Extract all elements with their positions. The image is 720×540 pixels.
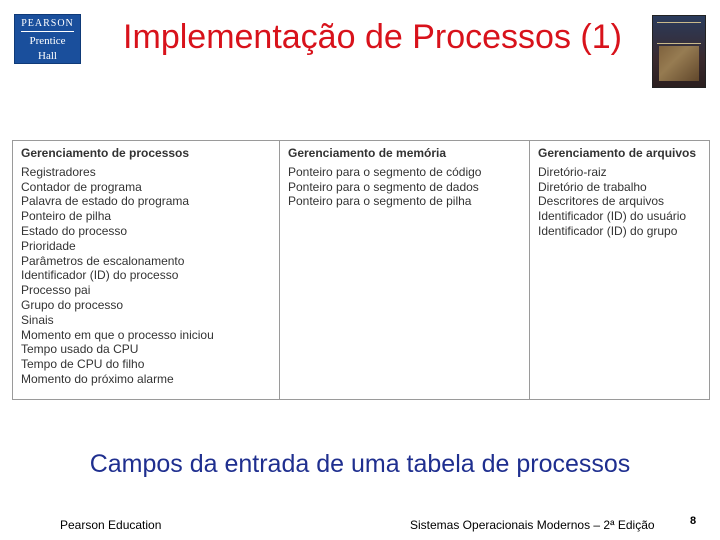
table-item: Tempo de CPU do filho xyxy=(21,357,145,372)
column-items xyxy=(288,165,529,209)
table-item: Parâmetros de escalonamento xyxy=(21,253,185,268)
table-item: Ponteiro de pilha xyxy=(21,209,112,224)
logo-line-1: Prentice xyxy=(29,35,66,47)
table-caption: Campos da entrada de uma tabela de processos xyxy=(89,450,631,478)
column-items xyxy=(21,165,279,387)
table-item: Momento em que o processo iniciou xyxy=(21,327,214,342)
pearson-prentice-hall-logo xyxy=(14,14,81,64)
column-items xyxy=(538,165,709,239)
table-item: Prioridade xyxy=(21,238,76,253)
logo-brand: PEARSON xyxy=(21,18,74,32)
table-item: Ponteiro para o segmento de pilha xyxy=(288,194,472,209)
book-cover-title-band xyxy=(657,22,701,44)
process-table xyxy=(12,140,710,400)
table-item: Registradores xyxy=(21,164,96,179)
table-item: Diretório de trabalho xyxy=(538,179,647,194)
table-item: Grupo do processo xyxy=(21,297,124,312)
table-item: Diretório-raiz xyxy=(538,164,607,179)
column-heading: Gerenciamento de memória xyxy=(288,146,447,160)
slide-title: Implementação de Processos (1) xyxy=(123,18,622,56)
table-item: Estado do processo xyxy=(21,223,128,238)
column-heading: Gerenciamento de arquivos xyxy=(538,146,697,160)
table-item: Tempo usado da CPU xyxy=(21,342,139,357)
table-item: Contador de programa xyxy=(21,179,142,194)
footer-publisher: Pearson Education xyxy=(60,518,162,532)
footer-book-title: Sistemas Operacionais Modernos – 2ª Edição xyxy=(410,518,655,532)
table-item: Identificador (ID) do grupo xyxy=(538,223,678,238)
column-file-management xyxy=(529,141,709,399)
table-item: Identificador (ID) do processo xyxy=(21,268,179,283)
table-item: Sinais xyxy=(21,312,54,327)
table-item: Descritores de arquivos xyxy=(538,194,665,209)
column-memory-management xyxy=(279,141,529,399)
page-number: 8 xyxy=(690,515,697,527)
table-item: Processo pai xyxy=(21,283,91,298)
logo-line-2: Hall xyxy=(38,50,57,62)
column-heading: Gerenciamento de processos xyxy=(21,146,190,160)
column-process-management xyxy=(13,141,279,399)
table-item: Identificador (ID) do usuário xyxy=(538,209,687,224)
table-item: Momento do próximo alarme xyxy=(21,371,174,386)
table-item: Palavra de estado do programa xyxy=(21,194,190,209)
table-item: Ponteiro para o segmento de código xyxy=(288,164,482,179)
book-cover-image xyxy=(652,15,706,88)
table-item: Ponteiro para o segmento de dados xyxy=(288,179,479,194)
book-cover-art xyxy=(659,46,699,81)
